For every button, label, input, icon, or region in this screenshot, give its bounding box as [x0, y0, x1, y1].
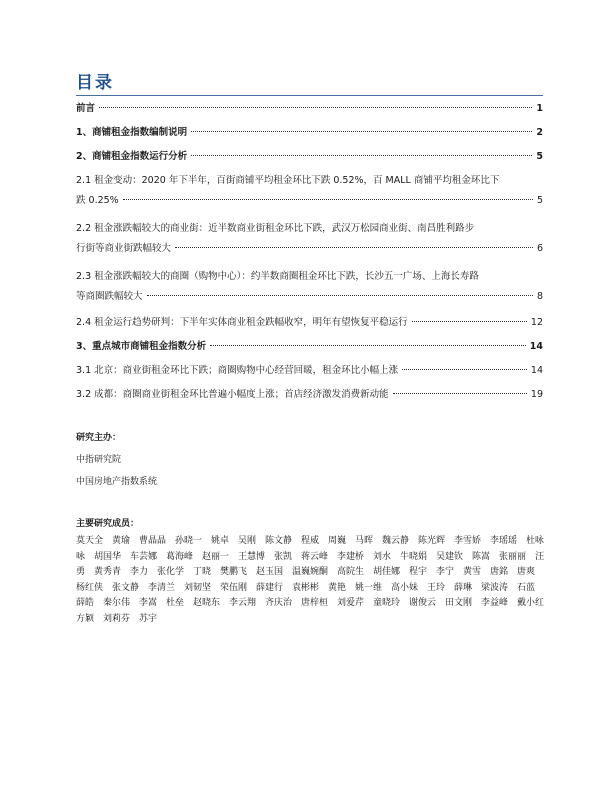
toc-title: 目录 [76, 73, 114, 93]
toc-entry[interactable] [76, 338, 543, 353]
toc-entry[interactable] [76, 192, 543, 207]
toc-entry[interactable] [76, 148, 543, 163]
sponsor-name: 中指研究院 [76, 455, 122, 465]
toc-leader [99, 107, 532, 108]
toc-entry-text: 3.2 成都：商圈商业街租金环比普遍小幅度上涨；首店经济激发消费新动能 [76, 389, 389, 400]
toc-leader [191, 155, 532, 156]
toc-entry-page: 1 [536, 103, 543, 114]
sponsor-label: 研究主办： [76, 433, 122, 443]
toc-leader [123, 199, 533, 200]
toc-leader [191, 131, 532, 132]
members-list: 莫天全 黄瑜 曹晶晶 孙晓一 姚卓 吴刚 陈文静 程威 周巍 马晖 魏云静 陈光辉 李雪娇 李瑶瑶 杜咏咏 胡国华 车芸娜 葛海峰 赵丽一 王慧博 张凯 蒋云峰 李建桥 刘水 牛晓娟 吴建钦 陈嵩 张丽丽 汪勇 黄秀青 李力 张化学 丁晓 樊鹏飞 赵玉国 温巍婉酮 高院生 胡佳娜 程宇 李宁 黄雪 唐銘 唐爽 杨红侠 张文静 李清兰 刘韧坚 荣伍刚 薛建行 袁彬彬 黄艳 姚一维 高小妹 王玲 薛琳 梁波涛 石蓝 薛皓 秦尔伟 李嵩 杜垒 赵晓东 李云翔 齐庆治 唐梓桓 刘爱芹 童晓玲 谢俊云 田文刚 李益峰 戴小红 方颖 刘莉芬 苏宇 [76, 536, 554, 624]
toc-entry-text: 2.4 租金运行趋势研判：下半年实体商业租金跌幅收窄，明年有望恢复平稳运行 [76, 317, 408, 328]
toc-entry-page: 12 [530, 317, 543, 328]
toc-entry[interactable] [76, 100, 543, 115]
toc-entry-text: 行街等商业街跌幅较大 [76, 243, 172, 254]
toc-entry-page: 19 [530, 389, 543, 400]
toc-entry-line1[interactable]: 2.3 租金涨跌幅较大的商圈（购物中心）：约半数商圈租金环比下跌，长沙五一广场、上海长寿路 [76, 271, 479, 282]
toc-entry-text: 3.1 北京：商业街租金环比下跌；商圈购物中心经营回暖，租金环比小幅上涨 [76, 365, 399, 376]
toc-entry-page: 14 [530, 365, 543, 376]
toc-entry[interactable] [76, 288, 543, 303]
toc-leader [412, 321, 527, 322]
toc-entry[interactable] [76, 362, 543, 377]
toc-entry-page: 14 [529, 341, 543, 352]
toc-leader [393, 393, 527, 394]
members-label: 主要研究成员： [76, 519, 140, 529]
toc-entry-text: 3、重点城市商铺租金指数分析 [76, 341, 207, 352]
toc-entry[interactable] [76, 386, 543, 401]
toc-entry-text: 跌 0.25% [76, 195, 119, 206]
toc-entry[interactable] [76, 240, 543, 255]
toc-entry-line1[interactable]: 2.2 租金涨跌幅较大的商业街：近半数商业街租金环比下跌，武汉万松园商业街、南昌胜利路步 [76, 223, 475, 234]
toc-leader [175, 247, 533, 248]
toc-entry-line1[interactable]: 2.1 租金变动：2020 年下半年，百街商铺平均租金环比下跌 0.52%，百 MALL 商铺平均租金环比下 [76, 175, 500, 186]
toc-entry-text: 2、商铺租金指数运行分析 [76, 151, 188, 162]
toc-entry-page: 5 [536, 151, 543, 162]
toc-entry-page: 6 [536, 243, 543, 254]
toc-entry-text: 前言 [76, 103, 96, 114]
title-divider [76, 95, 543, 96]
toc-entry-text: 1、商铺租金指数编制说明 [76, 127, 188, 138]
toc-entry-page: 5 [536, 195, 543, 206]
toc-entry[interactable] [76, 314, 543, 329]
toc-entry-page: 2 [536, 127, 543, 138]
toc-entry-page: 8 [536, 291, 543, 302]
sponsor-name: 中国房地产指数系统 [76, 477, 158, 487]
toc-leader [210, 345, 526, 346]
toc-leader [402, 369, 527, 370]
toc-leader [147, 295, 533, 296]
toc-entry[interactable] [76, 124, 543, 139]
toc-entry-text: 等商圈跌幅较大 [76, 291, 143, 302]
